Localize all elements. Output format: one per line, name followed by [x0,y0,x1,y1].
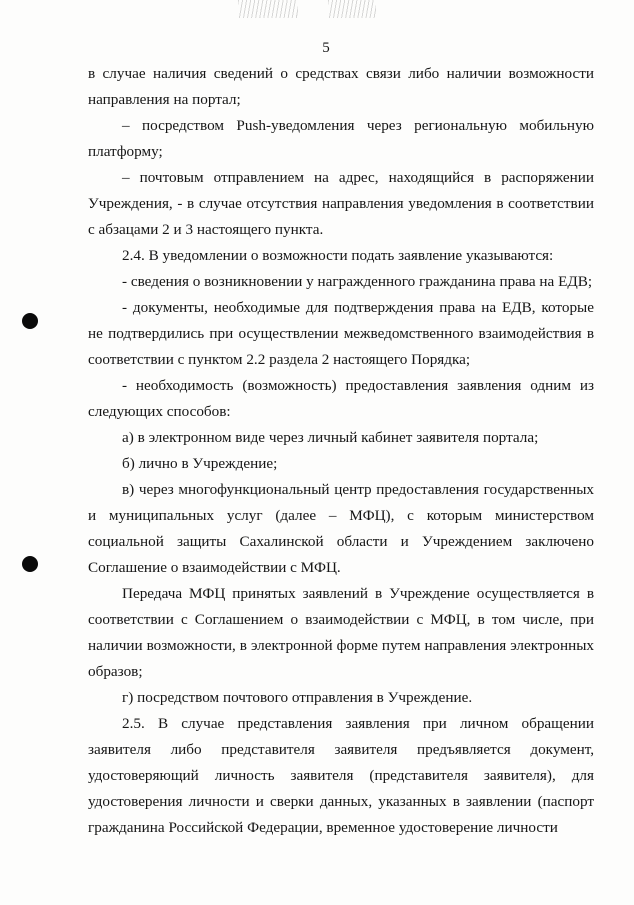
scan-artifact [328,0,376,18]
paragraph: 2.5. В случае представления заявления при личном обращении заявителя либо представителя заявителя предъявляется документ, удостоверяющий личность заявителя (представителя заявителя), для удостоверения личности и сверки данных, указанных в заявлении (паспорт гражданина Российской Федерации, временное удостоверение личности [88,715,594,836]
paragraph: - сведения о возникновении у награжденного гражданина права на ЕДВ; [122,273,593,290]
page-number: 5 [322,40,330,56]
scan-artifact [238,0,298,18]
paragraph: Передача МФЦ принятых заявлений в Учреждение осуществляется в соответствии с Соглашением о взаимодействии с МФЦ, в том числе, при наличии возможности, в электронной форме путем направления электронных образов; [88,585,594,680]
paragraph: - документы, необходимые для подтверждения права на ЕДВ, которые не подтвердились при осуществлении межведомственного взаимодействия в соответствии с пунктом 2.2 раздела 2 настоящего Порядка; [88,299,594,368]
binder-hole [22,556,38,572]
paragraph: в случае наличия сведений о средствах связи либо наличии возможности направления на портал; [88,65,594,108]
paragraph: – посредством Push-уведомления через региональную мобильную платформу; [88,117,594,160]
paragraph: - необходимость (возможность) предоставления заявления одним из следующих способов: [88,377,594,420]
paragraph: г) посредством почтового отправления в Учреждение. [122,689,473,706]
binder-hole [22,313,38,329]
paragraph: – почтовым отправлением на адрес, находящийся в распоряжении Учреждения, - в случае отсутствия направления уведомления в соответствии с абзацами 2 и 3 настоящего пункта. [88,169,594,238]
paragraph: а) в электронном виде через личный кабинет заявителя портала; [122,429,539,446]
paragraph: 2.4. В уведомлении о возможности подать заявление указываются: [122,247,554,264]
paragraph: б) лично в Учреждение; [122,455,278,472]
paragraph: в) через многофункциональный центр предоставления государственных и муниципальных услуг (далее – МФЦ), с которым министерством социальной защиты Сахалинской области и Учреждением заключено Соглашение о взаимодействии с МФЦ. [88,481,594,576]
document-body [88,61,594,841]
